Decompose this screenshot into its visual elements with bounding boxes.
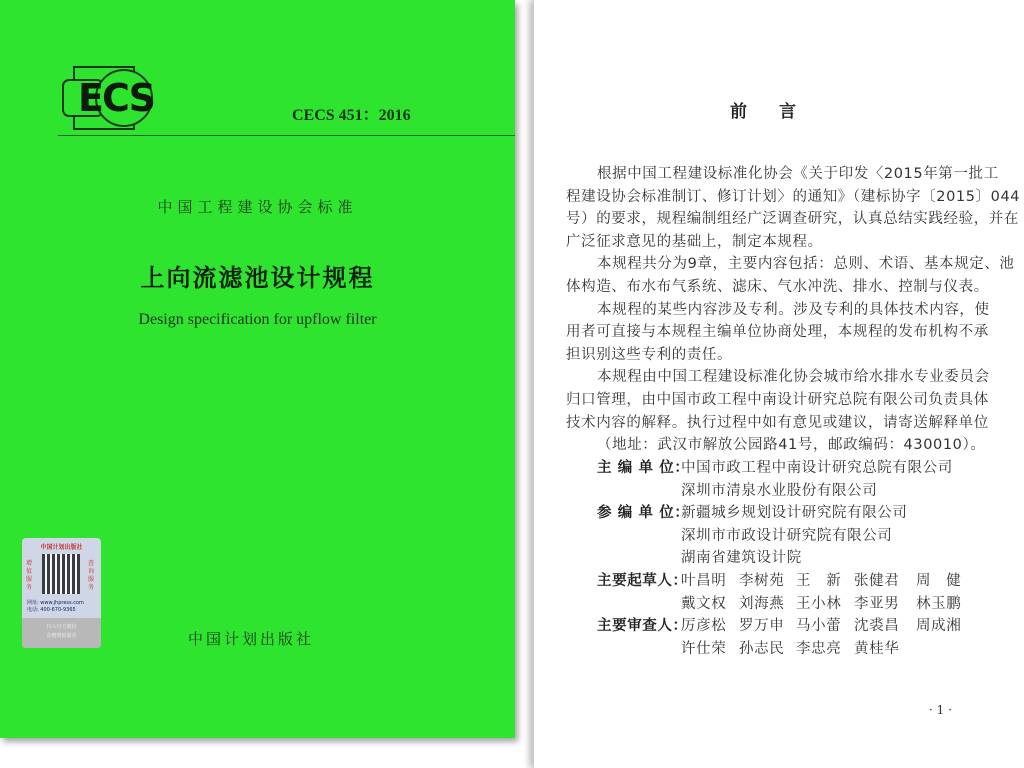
preface-line: 担识别这些专利的责任。 <box>566 346 733 363</box>
person-name: 沈裘昌 <box>854 618 900 635</box>
preface-line: 号）的要求，规程编制组经广泛调查研究，认真总结实践经验，并在 <box>566 211 1019 228</box>
person-name: 王 新 <box>796 573 842 589</box>
person-name: 李忠亮 <box>796 640 842 657</box>
credit-value: 新疆城乡规划设计研究院有限公司 <box>681 505 908 522</box>
cover-english-title: Design specification for upflow filter <box>138 311 377 328</box>
preface-line: 体构造、布水布气系统、滤床、气水冲洗、排水、控制与仪表。 <box>566 279 989 295</box>
preface-line: 归口管理，由中国市政工程中南设计研究总院有限公司负责具体 <box>566 392 989 408</box>
credit-value: 湖南省建筑设计院 <box>681 550 802 567</box>
preface-line: 本规程共分为9章，主要内容包括：总则、术语、基本规定、池 <box>597 256 1015 273</box>
sticker-left: 增值服务 <box>26 560 33 591</box>
preface-line: （地址：武汉市解放公园路41号，邮政编码：430010）。 <box>597 437 986 454</box>
preface-line: 根据中国工程建设标准化协会《关于印发〈2015年第一批工 <box>597 166 999 182</box>
standard-code: CECS 451：2016 <box>292 107 411 124</box>
person-name: 林玉鹏 <box>916 595 962 612</box>
cover-divider <box>58 135 515 136</box>
person-name: 罗万申 <box>739 618 785 635</box>
person-name: 孙志民 <box>739 640 785 657</box>
credit-value: 深圳市清泉水业股份有限公司 <box>681 482 878 499</box>
drafters-label: 主要起草人： <box>597 573 688 589</box>
page-number: · 1 · <box>929 703 952 717</box>
person-name: 叶昌明 <box>681 573 727 589</box>
cover-subtitle: 中国工程建设协会标准 <box>157 198 358 216</box>
svg-text:ECS: ECS <box>78 76 154 120</box>
preface-heading: 前言 <box>730 102 828 122</box>
sticker-footer: 扫入官方微信 <box>46 624 77 630</box>
person-name: 张健君 <box>854 573 900 589</box>
credit-label: 参 编 单 位： <box>597 505 690 522</box>
publisher: 中国计划出版社 <box>188 630 315 648</box>
credit-label: 主 编 单 位： <box>597 460 690 476</box>
book-cover <box>0 0 515 738</box>
person-name: 许仕荣 <box>681 640 727 657</box>
preface-line: 程建设协会标准制订、修订计划〉的通知》（建标协字〔2015〕044 <box>566 188 1021 205</box>
sticker-url: 网址: www.jhpress.com <box>27 600 84 606</box>
preface-page <box>533 0 1024 768</box>
preface-line: 广泛征求意见的基础上，制定本规程。 <box>566 233 823 250</box>
person-name: 王小林 <box>796 595 842 612</box>
ecs-logo <box>62 66 170 130</box>
qr-code-icon <box>42 554 80 594</box>
person-name: 周 健 <box>916 573 962 589</box>
person-name: 戴文权 <box>681 595 727 612</box>
credit-value: 深圳市市政设计研究院有限公司 <box>681 527 893 544</box>
reviewers-label: 主要审查人： <box>597 618 688 635</box>
person-name: 马小蕾 <box>796 618 842 635</box>
preface-line: 本规程的某些内容涉及专利。涉及专利的具体技术内容，使 <box>597 301 990 318</box>
person-name: 李亚男 <box>854 595 900 612</box>
anti-counterfeit-sticker <box>22 538 101 648</box>
sticker-right: 查询服务 <box>88 560 95 591</box>
preface-line: 用者可直接与本规程主编单位协商处理，本规程的发布机构不承 <box>566 324 989 341</box>
sticker-footer: 获赠增值服务 <box>46 633 77 639</box>
person-name: 黄桂华 <box>854 640 900 657</box>
person-name: 周成湘 <box>916 618 962 635</box>
person-name: 刘海燕 <box>739 595 785 612</box>
sticker-phone: 电话: 400-670-9365 <box>27 607 76 613</box>
credit-value: 中国市政工程中南设计研究总院有限公司 <box>681 460 953 476</box>
cover-title: 上向流滤池设计规程 <box>140 264 375 292</box>
person-name: 厉彦松 <box>681 618 727 635</box>
person-name: 李树苑 <box>739 573 785 589</box>
preface-line: 技术内容的解释。执行过程中如有意见或建议，请寄送解释单位 <box>566 414 989 431</box>
sticker-header: 中国计划出版社 <box>40 544 83 551</box>
preface-line: 本规程由中国工程建设标准化协会城市给水排水专业委员会 <box>597 369 990 386</box>
